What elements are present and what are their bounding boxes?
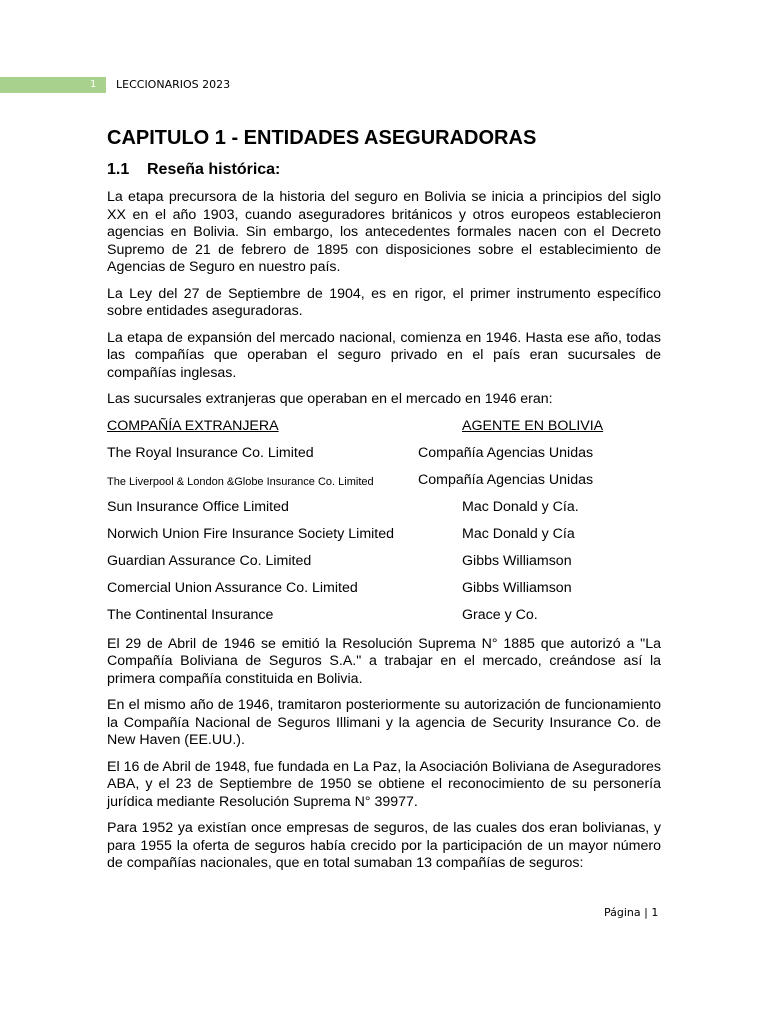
table-row (107, 471, 661, 498)
table-cell-agent: Mac Donald y Cía (462, 525, 575, 542)
table-cell-agent: Gibbs Williamson (462, 552, 572, 569)
paragraph: La etapa precursora de la historia del seguro en Bolivia se inicia a principios del siglo XX en el año 1903, cuando aseguradores británicos y otros europeos establecieron agencias en Bolivia. Sin embargo, los antecedentes formales nacen con el Decreto Supremo de 21 de febrero de 1895 con disposiciones sobre el establecimiento de Agencias de Seguro en nuestro país. (107, 189, 661, 275)
table-cell-company: Guardian Assurance Co. Limited (107, 552, 312, 569)
table-cell-agent: Gibbs Williamson (462, 579, 572, 596)
table-row (107, 552, 661, 579)
table-cell-company: The Liverpool & London &Globe Insurance Co. Limited (107, 475, 374, 488)
table-row (107, 579, 661, 606)
paragraph: El 29 de Abril de 1946 se emitió la Resolución Suprema N° 1885 que autorizó a "La Compañía Boliviana de Seguros S.A." a trabajar en el mercado, creándose así la primera compañía constituida en Bolivia. (107, 635, 661, 687)
table-row (107, 498, 661, 525)
section-title: Reseña histórica: (147, 161, 281, 178)
table-header-company: COMPAÑÍA EXTRANJERA (107, 417, 279, 434)
page-footer: Página | 1 (604, 906, 659, 919)
table-cell-company: The Royal Insurance Co. Limited (107, 444, 314, 461)
table-cell-company: Sun Insurance Office Limited (107, 498, 289, 515)
header-page-number: 1 (90, 79, 97, 90)
table-cell-company: The Continental Insurance (107, 606, 274, 623)
table-cell-agent: Compañía Agencias Unidas (418, 444, 594, 461)
document-body (107, 126, 661, 873)
table-row (107, 525, 661, 552)
table-cell-company: Norwich Union Fire Insurance Society Limited (107, 525, 395, 542)
paragraph: La Ley del 27 de Septiembre de 1904, es en rigor, el primer instrumento específico sobre entidades aseguradoras. (107, 285, 661, 319)
table-header-agent: AGENTE EN BOLIVIA (462, 417, 604, 434)
table-row (107, 606, 661, 633)
insurance-companies-table (107, 417, 661, 633)
table-header-row (107, 417, 661, 444)
table-cell-company: Comercial Union Assurance Co. Limited (107, 579, 358, 596)
table-row (107, 444, 661, 471)
paragraph: La etapa de expansión del mercado nacional, comienza en 1946. Hasta ese año, todas las compañías que operaban el seguro privado en el país eran sucursales de compañías inglesas. (107, 329, 661, 381)
section-heading (107, 160, 661, 180)
paragraph: En el mismo año de 1946, tramitaron posteriormente su autorización de funcionamiento la Compañía Nacional de Seguros Illimani y la agencia de Security Insurance Co. de New Haven (EE.UU.). (107, 697, 661, 748)
paragraph: Para 1952 ya existían once empresas de seguros, de las cuales dos eran bolivianas, y para 1955 la oferta de seguros había crecido por la participación de un mayor número de compañías nacionales, que en total sumaban 13 compañías de seguros: (107, 820, 661, 871)
header-title: LECCIONARIOS 2023 (116, 78, 231, 91)
paragraph: Las sucursales extranjeras que operaban en el mercado en 1946 eran: (107, 391, 553, 407)
table-cell-agent: Grace y Co. (462, 606, 538, 623)
table-cell-agent: Mac Donald y Cía. (462, 498, 579, 515)
table-cell-agent: Compañía Agencias Unidas (418, 471, 594, 488)
chapter-title: CAPITULO 1 - ENTIDADES ASEGURADORAS (107, 127, 537, 149)
section-number: 1.1 (107, 161, 130, 178)
paragraph: El 16 de Abril de 1948, fue fundada en La Paz, la Asociación Boliviana de Aseguradores ABA, y el 23 de Septiembre de 1950 se obtiene el reconocimiento de su personería jurídica mediante Resolución Suprema N° 39977. (107, 758, 661, 810)
